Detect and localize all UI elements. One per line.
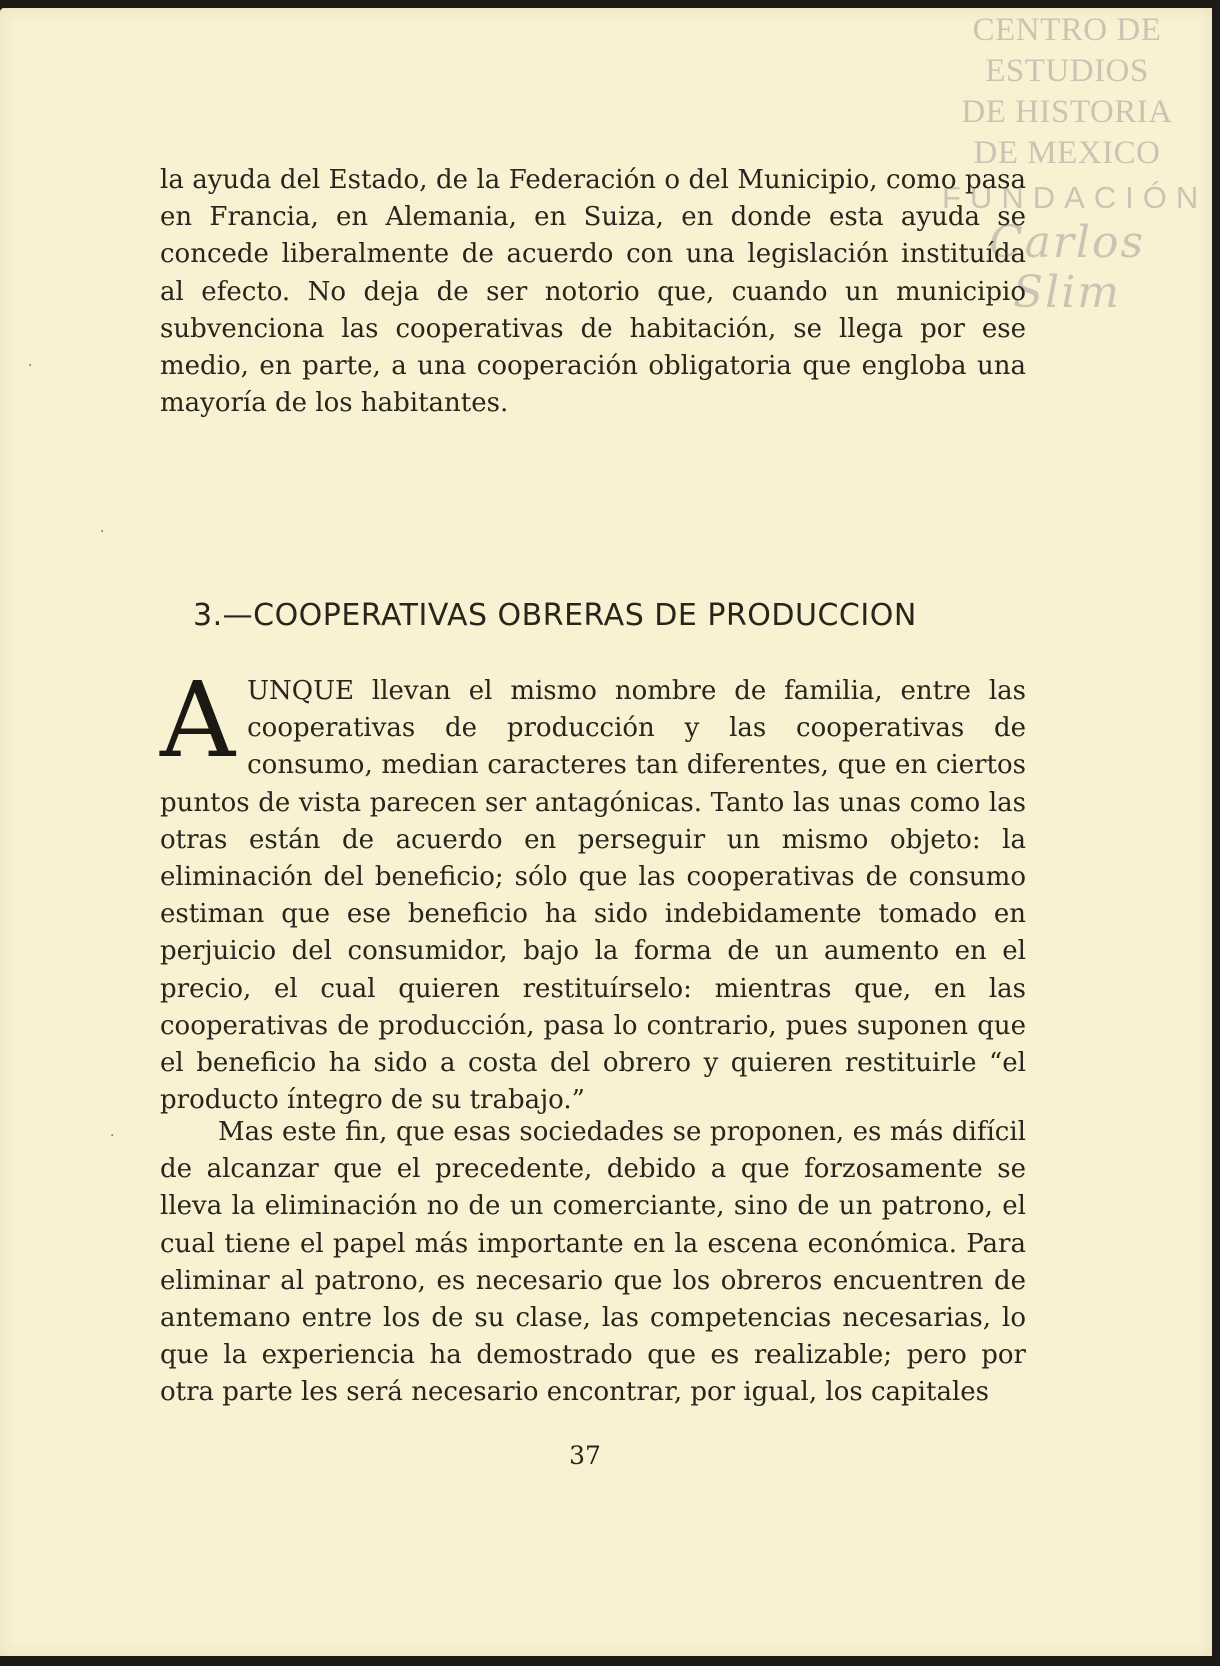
section-heading: 3.—COOPERATIVAS OBRERAS DE PRODUCCION xyxy=(193,598,917,633)
scanned-page xyxy=(0,8,1212,1656)
watermark-line: CENTRO DE xyxy=(972,12,1162,48)
page-number: 37 xyxy=(569,1441,601,1470)
small-caps-opening: UNQUE xyxy=(247,676,354,706)
body-paragraph-3: Mas este fin, que esas sociedades se proponen, es más difícil de alcanzar que el precedente, debido a que forzosamente se lleva la eliminación no de un comerciante, sino de un patrono, el cual tiene el papel más importante en la escena económica. Para eliminar al patrono, es necesario que los obreros encuentren de antemano entre los de su clase, las competencias necesarias, lo que la experiencia ha demostrado que es realizable; pero por otra parte les será necesario encontrar, por igual, los capitales xyxy=(160,1117,1026,1408)
paragraph-2-text: llevan el mismo nombre de familia, entre las cooperativas de producción y las cooperativas de consumo, median caracteres tan diferentes, que en ciertos puntos de vista parecen ser antagónicas. Tanto las unas como las otras están de acuerdo en perseguir un mismo objeto: la eliminación del beneficio; sólo que las cooperativas de consumo estiman que ese beneficio ha sido indebidamente tomado en perjuicio del consumidor, bajo la forma de un aumento en el precio, el cual quieren restituírselo: mientras que, en las cooperativas de producción, pasa lo contrario, pues suponen que el beneficio ha sido a costa del obrero y quieren restituirle “el producto íntegro de su trabajo.” xyxy=(160,676,1026,1116)
watermark-line: DE HISTORIA xyxy=(961,94,1173,130)
scan-speck: · xyxy=(100,524,105,540)
scan-speck: · xyxy=(110,1128,115,1144)
watermark-foundation: FUNDACIÓN xyxy=(942,180,1208,215)
body-paragraph-2 xyxy=(160,659,1026,1119)
scan-speck: · xyxy=(28,358,33,374)
body-paragraph-1: la ayuda del Estado, de la Federación o del Municipio, como pasa en Francia, en Alemania, en Suiza, en donde esta ayuda se concede liberalmente de acuerdo con una legislación instituída al efecto. No deja de ser notorio que, cuando un municipio subvenciona las cooperativas de habitación, se llega por ese medio, en parte, a una cooperación obligatoria que engloba una mayoría de los habitantes. xyxy=(160,165,1026,419)
drop-cap-letter: A xyxy=(160,659,236,781)
watermark-signature: Carlos Slim xyxy=(988,217,1146,318)
watermark-line: ESTUDIOS xyxy=(985,53,1149,89)
watermark-line: DE MEXICO xyxy=(973,135,1161,171)
